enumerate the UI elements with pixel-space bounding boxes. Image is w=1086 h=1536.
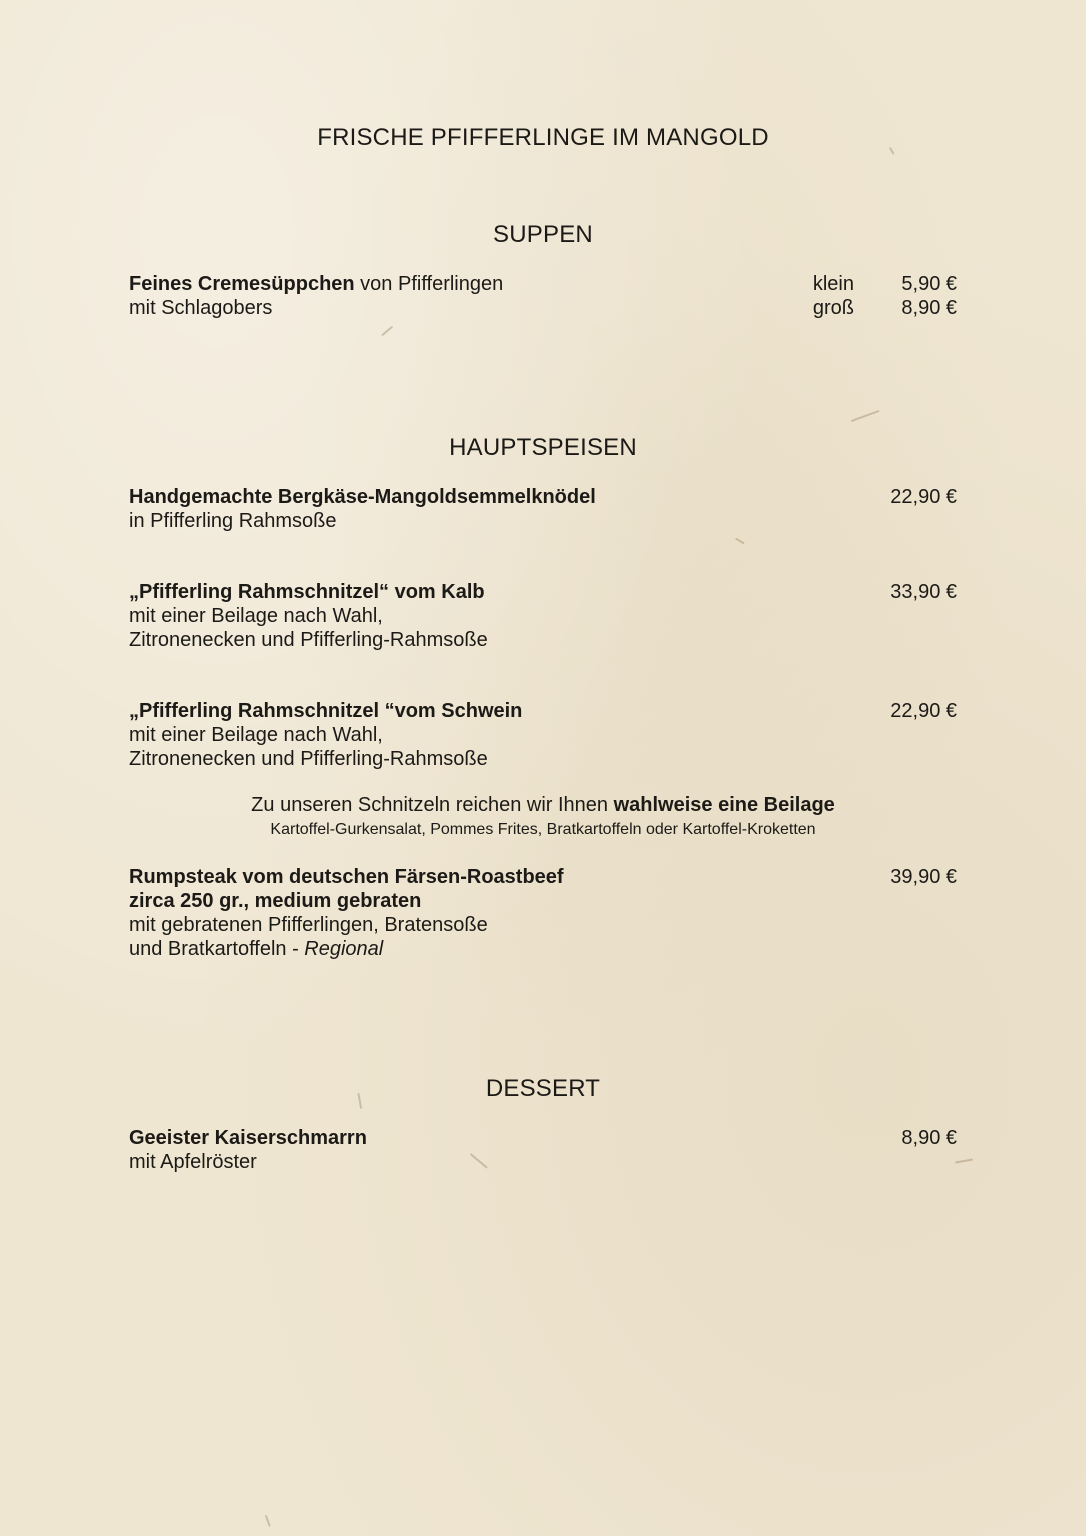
side-dish-note-text: Zu unseren Schnitzeln reichen wir Ihnen [251, 794, 614, 816]
steak-regional-label: Regional [304, 938, 384, 960]
soup-name [129, 272, 503, 296]
paper-fiber [955, 1158, 973, 1163]
main-item-description: mit einer Beilage nach Wahl, [129, 605, 383, 627]
steak-description-text: und Bratkartoffeln - [129, 938, 305, 960]
paper-fiber [265, 1515, 271, 1527]
soup-description: mit Schlagobers [129, 297, 273, 319]
soup-size-large: groß [812, 297, 854, 319]
soup-size-small: klein [812, 273, 854, 295]
dessert-name: Geeister Kaiserschmarrn [129, 1127, 367, 1149]
soup-price-small: 5,90 € [901, 273, 957, 295]
steak-description-2 [129, 937, 383, 961]
soup-name-rest: von Pfifferlingen [354, 273, 504, 295]
section-heading-dessert: DESSERT [485, 1075, 601, 1102]
soup-name-bold: Feines Cremesüppchen [129, 273, 355, 295]
dessert-price: 8,90 € [901, 1127, 957, 1149]
dessert-description: mit Apfelröster [129, 1151, 257, 1173]
side-dish-note-bold: wahlweise eine Beilage [613, 794, 835, 816]
main-item-description: Zitronenecken und Pfifferling-Rahmsoße [129, 629, 488, 651]
steak-description: mit gebratenen Pfifferlingen, Bratensoße [129, 914, 488, 936]
main-item-name: Handgemachte Bergkäse-Mangoldsemmelknödel [129, 486, 596, 508]
steak-price: 39,90 € [890, 866, 957, 888]
main-item-price: 22,90 € [890, 486, 957, 508]
soup-price-large: 8,90 € [901, 297, 957, 319]
side-dish-note [0, 793, 1086, 817]
main-item-price: 33,90 € [890, 581, 957, 603]
paper-fiber [470, 1153, 488, 1168]
main-item-name: „Pfifferling Rahmschnitzel “vom Schwein [129, 700, 523, 722]
steak-name: Rumpsteak vom deutschen Färsen-Roastbeef [129, 866, 564, 888]
main-item-description: Zitronenecken und Pfifferling-Rahmsoße [129, 748, 488, 770]
menu-title: FRISCHE PFIFFERLINGE IM MANGOLD [317, 124, 769, 151]
section-heading-suppen: SUPPEN [493, 221, 593, 248]
main-item-description: in Pfifferling Rahmsoße [129, 510, 337, 532]
main-item-description: mit einer Beilage nach Wahl, [129, 724, 383, 746]
section-heading-hauptspeisen: HAUPTSPEISEN [449, 434, 637, 461]
paper-fiber [381, 326, 393, 336]
side-dish-options: Kartoffel-Gurkensalat, Pommes Frites, Bratkartoffeln oder Kartoffel-Kroketten [270, 821, 816, 838]
steak-weight: zirca 250 gr., medium gebraten [129, 890, 422, 912]
paper-fiber [735, 538, 744, 544]
main-item-name: „Pfifferling Rahmschnitzel“ vom Kalb [129, 581, 485, 603]
paper-fiber [851, 410, 880, 422]
main-item-price: 22,90 € [890, 700, 957, 722]
